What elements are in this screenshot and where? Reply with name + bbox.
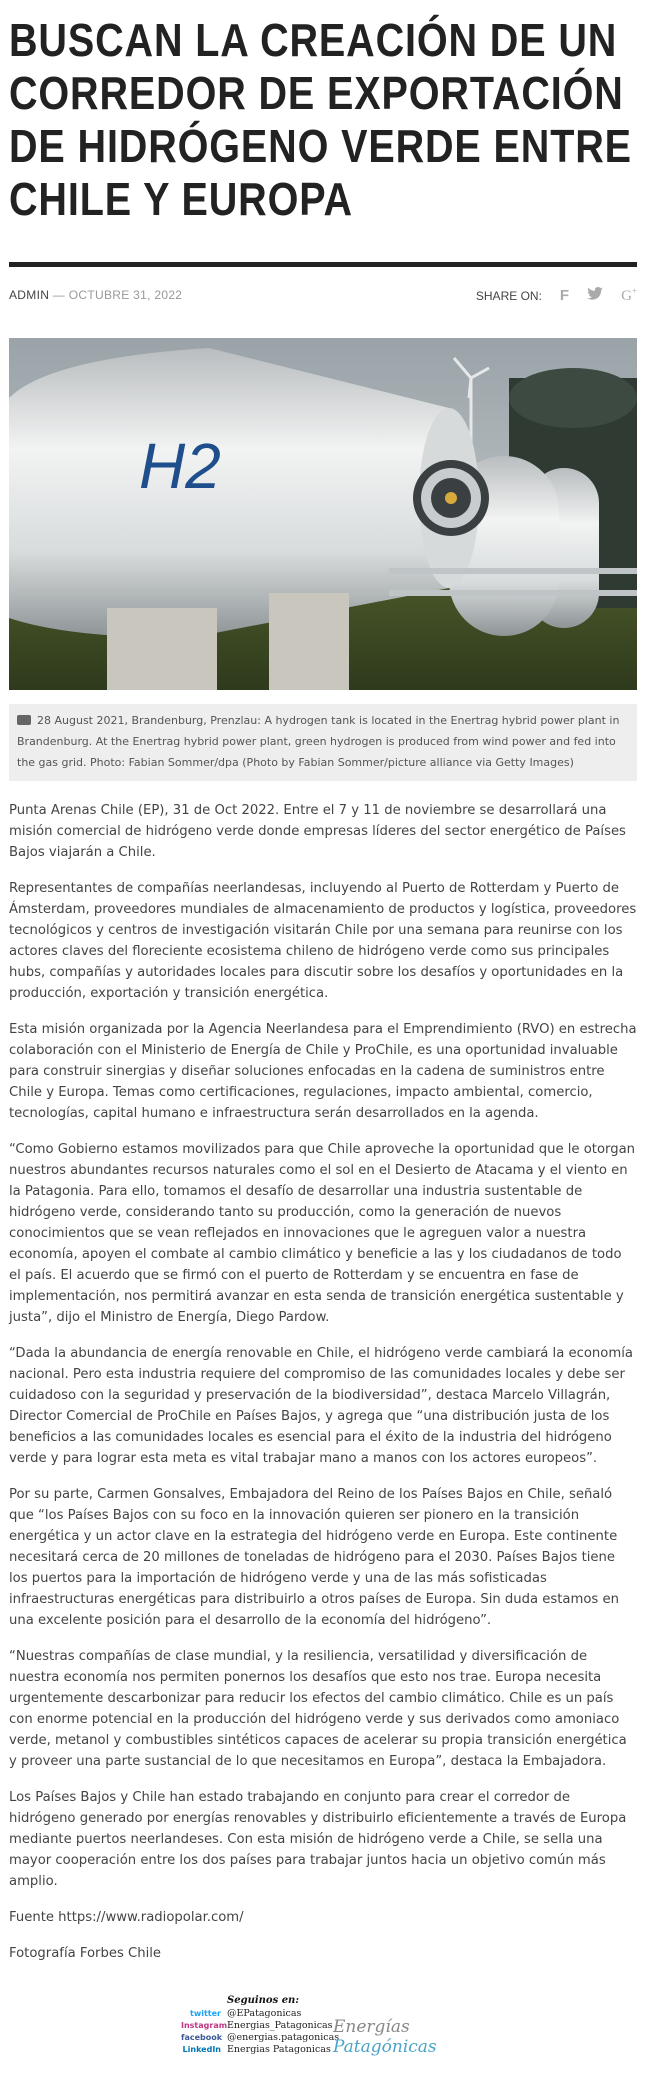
twitter-icon[interactable] bbox=[587, 287, 603, 304]
brand-word-2: Patagónicas bbox=[333, 2037, 437, 2057]
meta-separator: — bbox=[49, 288, 69, 302]
social-title: Seguinos en: bbox=[227, 1995, 300, 2006]
paragraph: “Nuestras compañías de clase mundial, y la resiliencia, versatilidad y diversificación de nuestra economía nos permiten ponernos los desafíos que esto nos trae. Europa necesita urgentemente descarbonizar para reducir los efectos del cambio climático. Chile es un país con enorme potencial en la producción del hidrógeno verde y sus derivados como amoniaco verde, metanol y combustibles sintéticos capaces de acelerar su propia transición energética y proveer una parte sustancial de lo que necesitamos en Europa”, destaca la Embajadora. bbox=[9, 1649, 627, 1769]
brand-word-1: Energías bbox=[333, 2017, 410, 2037]
paragraph: Los Países Bajos y Chile han estado trabajando en conjunto para crear el corredor de hidrógeno generado por energías renovables y distribuirlo eficientemente a través de Europa mediante puertos neerlandeses. Con esta misión de hidrógeno verde a Chile, se sella una mayor cooperación entre los dos países para trabajar juntos hacia un objetivo común más amplio. bbox=[9, 1790, 627, 1889]
article-meta bbox=[9, 288, 182, 302]
brand-logo bbox=[333, 2017, 481, 2057]
social-handle: @EPatagonicas bbox=[227, 2008, 302, 2019]
paragraph: Representantes de compañías neerlandesas, incluyendo al Puerto de Rotterdam y Puerto de Ámsterdam, proveedores mundiales de almacenamiento de productos y logística, proveedores tecnológicos y centros de investigación visitarán Chile por una semana para reunirse con los actores claves del floreciente ecosistema chileno de hidrógeno verde como sus principales hubs, compañías y autoridades locales para discutir sobre los desafíos y oportunidades en la producción, exportación y transición energética. bbox=[9, 881, 637, 1001]
hero-image bbox=[9, 338, 637, 690]
paragraph: “Como Gobierno estamos movilizados para que Chile aproveche la oportunidad que le otorgan nuestros abundantes recursos naturales como el sol en el Desierto de Atacama y el viento en la Patagonia. Para ello, tomamos el desafío de desarrollar una industria sustentable de hidrógeno verde, considerando tanto su producción, como la generación de nuevos conocimientos que se vean reflejados en innovaciones que le agreguen valor a nuestra economía, apoyen el combate al cambio climático y beneficie a las y los ciudadanos de todo el país. El acuerdo que se firmó con el puerto de Rotterdam y se encuentra en fase de implementación, nos permitirá avanzar en esta senda de transición energética sustentable y justa”, dijo el Ministro de Energía, Diego Pardow. bbox=[9, 1142, 636, 1325]
title-divider bbox=[9, 262, 637, 267]
google-plus-icon[interactable]: G+ bbox=[621, 286, 637, 304]
tank-label: H2 bbox=[139, 430, 221, 502]
photo-credit: Fotografía Forbes Chile bbox=[9, 1946, 162, 1961]
source-link[interactable]: Fuente https://www.radiopolar.com/ bbox=[9, 1910, 244, 1925]
footer-social-banner bbox=[181, 1995, 481, 2059]
author-link[interactable]: ADMIN bbox=[9, 288, 50, 302]
article-body bbox=[9, 800, 637, 1979]
paragraph: Por su parte, Carmen Gonsalves, Embajadora del Reino de los Países Bajos en Chile, señaló que “los Países Bajos con su foco en la innovación quieren ser pionero en la transición energética y un actor clave en la estrategia del hidrógeno verde en Europa. Este continente necesitará cerca de 20 millones de toneladas de hidrógeno para el 2030. Países Bajos tiene los puertos para la importación de hidrógeno verde y una de las más sofisticadas infraestructuras energéticas para distribuirlo a otros países de Europa. Sin duda estamos en una excelente posición para el desarrollo de la economía del hidrógeno”. bbox=[9, 1487, 619, 1628]
social-row-facebook[interactable] bbox=[181, 2032, 339, 2043]
share-label: SHARE ON: bbox=[475, 288, 542, 303]
social-row-linkedin[interactable] bbox=[181, 2044, 331, 2055]
paragraph: Esta misión organizada por la Agencia Neerlandesa para el Emprendimiento (RVO) en estrecha colaboración con el Ministerio de Energía de Chile y ProChile, es una oportunidad invaluable para construir sinergias y diseñar soluciones enfocadas en la cadena de suministros entre Chile y Europa. Temas como certificaciones, regulaciones, impacto ambiental, comercio, tecnologías, capital humano e infraestructura serán desarrollados en la agenda. bbox=[9, 1022, 637, 1121]
image-caption bbox=[9, 704, 637, 781]
facebook-icon[interactable]: F bbox=[559, 287, 570, 304]
camera-icon bbox=[17, 715, 31, 725]
article-date: OCTUBRE 31, 2022 bbox=[68, 288, 183, 302]
twitter-icon: twitter bbox=[190, 2009, 221, 2018]
social-handle: Energias Patagonicas bbox=[227, 2044, 331, 2055]
linkedin-icon: LinkedIn bbox=[182, 2045, 221, 2054]
social-handle: Energias_Patagonicas bbox=[227, 2020, 333, 2031]
social-row-instagram[interactable] bbox=[181, 2020, 333, 2031]
social-row-twitter[interactable] bbox=[181, 2008, 301, 2019]
facebook-icon: facebook bbox=[181, 2033, 223, 2042]
social-handle: @energias.patagonicas bbox=[227, 2032, 340, 2043]
share-bar bbox=[476, 286, 637, 305]
paragraph: Punta Arenas Chile (EP), 31 de Oct 2022. Entre el 7 y 11 de noviembre se desarrollará una misión comercial de hidrógeno verde donde empresas líderes del sector energético de Países Bajos viajarán a Chile. bbox=[9, 803, 626, 860]
paragraph: “Dada la abundancia de energía renovable en Chile, el hidrógeno verde cambiará la economía nacional. Pero esta industria requiere del compromiso de las comunidades locales y debe ser cuidadoso con la seguridad y preservación de la biodiversidad”, destaca Marcelo Villagrán, Director Comercial de ProChile en Países Bajos, y agrega que “una distribución justa de los beneficios a las comunidades locales es esencial para el éxito de la industria del hidrógeno verde y para lograr esta meta es vital trabajar mano a manos con los actores europeos”. bbox=[9, 1346, 633, 1466]
instagram-icon: Instagram bbox=[181, 2021, 228, 2030]
caption-text: 28 August 2021, Brandenburg, Prenzlau: A hydrogen tank is located in the Enertrag hybrid power plant in Brandenburg. At the Enertrag hybrid power plant, green hydrogen is produced from wind power and fed into the gas grid. Photo: Fabian Sommer/dpa (Photo by Fabian Sommer/picture alliance via Getty Images) bbox=[17, 714, 620, 769]
article-title: BUSCAN LA CREACIÓN DE UN CORREDOR DE EXPORTACIÓN DE HIDRÓGENO VERDE ENTRE CHILE Y EUROPA bbox=[9, 14, 632, 225]
